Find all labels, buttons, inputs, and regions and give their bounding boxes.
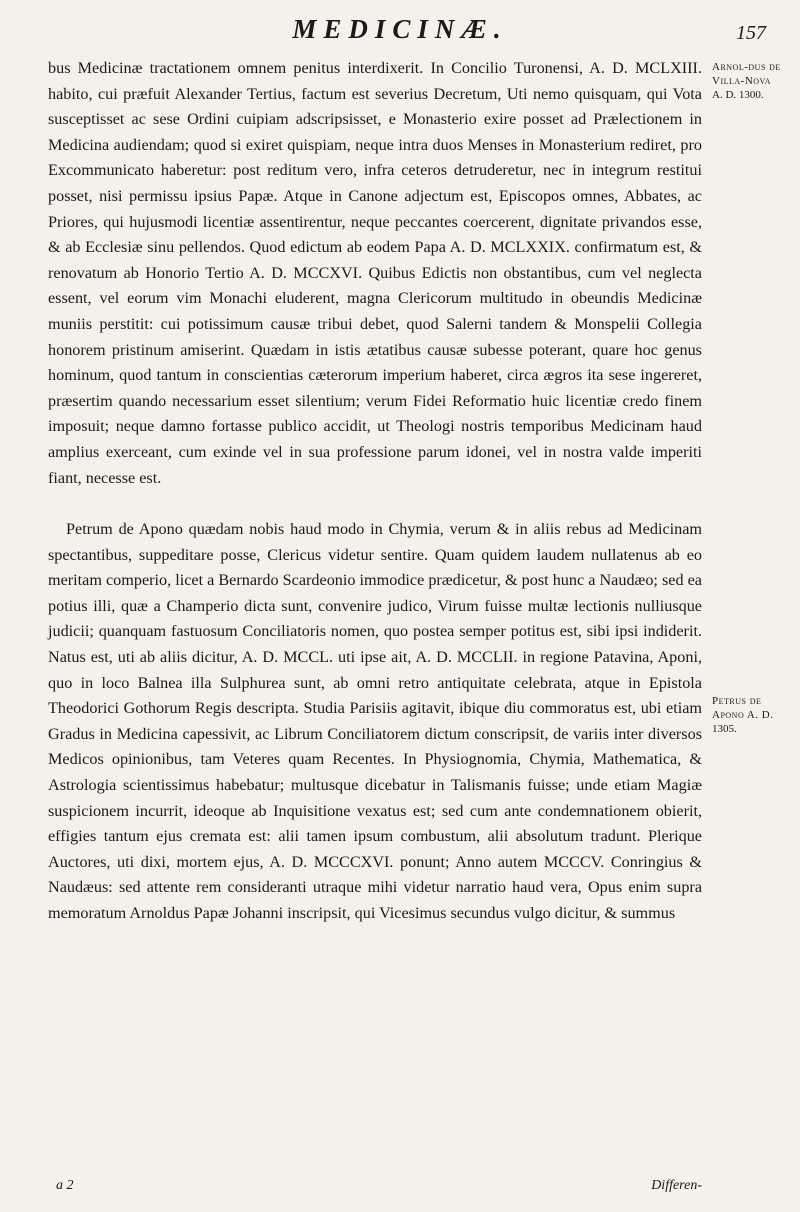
signature-mark: a 2 — [56, 1178, 74, 1193]
running-title: MEDICINÆ. — [292, 14, 508, 44]
paragraph-petrus-de-apono: Petrum de Apono quædam nobis haud modo in Chymia, verum & in aliis rebus ad Medicinam spectantibus, suppeditare posse, Clericus videtur sentire. Quam quidem laudem nullatenus ab eo meritam comperio, licet a Bernardo Scardeonio immodice prædicetur, & post hunc a Naudæo; sed ea potius illi, quæ a Champerio dicta sunt, convenire judico, Virum fuisse multæ lectionis nulliusque judicii; quanquam fastuosum Conciliatoris nomen, quo postea semper potitus est, sibi ipsi indiderit. Natus est, uti ab aliis dicitur, A. D. MCCL. uti ipse ait, A. D. MCCLII. in regione Patavina, Aponi, quo in loco Balnea illa Sulphurea sunt, ab omni retro antiquitate celebrata, atque in Epistola Theodorici Gothorum Regis descripta. Studia Parisiis agitavit, ibique diu commoratus est, ubi etiam Gradus in Medicina capessivit, ac Librum Conciliatorem dictum conscripsit, de variis inter diversos Medicos opinionibus, tam Veteres quam Recentes. In Physiognomia, Chymia, Mathematica, & Astrologia scientissimus habebatur; multusque dicebatur in Talismanis fuisse; unde etiam Magiæ suspicionem incurrit, ideoque ab Inquisitione vexatus est; sed cum ante condemnationem obierit, effigies tantum ejus cremata est: alii tamen ipsum combustum, alii absolutum tradunt. Plerique Auctores, uti dixi, mortem ejus, A. D. MCCCXVI. ponunt; Anno autem MCCCV. Conringius & Naudæus: sed attente rem consideranti utraque mihi videtur narratio haud vera, Opus enim supra memoratum Arnoldus Papæ Johanni inscripsit, qui Vicesimus secundus vulgo dicitur, & summus — [48, 520, 702, 922]
margin-note-label: Arnol-dus de Villa-Nova — [712, 61, 781, 87]
margin-note-arnoldus — [712, 60, 792, 102]
margin-note-petrus — [712, 694, 792, 736]
page-number: 157 — [736, 22, 766, 44]
catchword: Differen- — [651, 1178, 702, 1193]
page-header — [0, 8, 800, 52]
main-text — [48, 56, 702, 927]
margin-note-label: Petrus de Apono A. D. — [712, 695, 774, 721]
margin-note-date: 1305. — [712, 723, 737, 735]
paragraph-turonensi: bus Medicinæ tractationem omnem penitus interdixerit. In Concilio Turonensi, A. D. MCLXIII. habito, cui præfuit Alexander Tertius, factum est severius Decretum, Uti nemo quisquam, qui Vota susceptisset ac sese Ordini cuipiam adscripsisset, e Monasterio exire posset ad Prælectionem in Medicina audiendam; quod si exiret quispiam, neque intra duos Menses in Monasterium rediret, pro Excommunicato haberetur: post reditum vero, infra ceteros detruderetur, nec in integrum restitui posset, nisi permissu ipsius Papæ. Atque in Canone adjectum est, Episcopos omnes, Abbates, ac Priores, qui hujusmodi licentiæ assentirentur, neque peccantes coercerent, dignitate privandos esse, & ab Ecclesiæ sinu pellendos. Quod edictum ab eodem Papa A. D. MCLXXIX. confirmatum est, & renovatum ab Honorio Tertio A. D. MCCXVI. Quibus Edictis non obstantibus, cum vel neglecta essent, vel eorum vim Monachi eluderent, magna Clericorum multitudo in obeundis Medicinæ muniis perstitit: cui potissimum causæ tribui debet, quod Salerni tandem & Monspelii Collegia honorem pristinum amiserint. Quædam in istis ætatibus causæ subesse poterant, quare hoc genus hominum, quod tantum in conscientias cæterorum imperium haberet, circa ægros ita sese ingereret, præsertim quando necessarium esset silentium; verum Fidei Reformatio huic licentiæ credo finem imposuit; neque damno fortasse publico accidit, ut Theologi nostris temporibus Medicinam haud amplius exerceant, cum exinde vel in sua professione parum idonei, vel in nostra valde imperiti fiant, necesse est. — [48, 59, 702, 487]
margin-note-date: A. D. 1300. — [712, 89, 764, 101]
paragraph-gap — [48, 491, 702, 517]
